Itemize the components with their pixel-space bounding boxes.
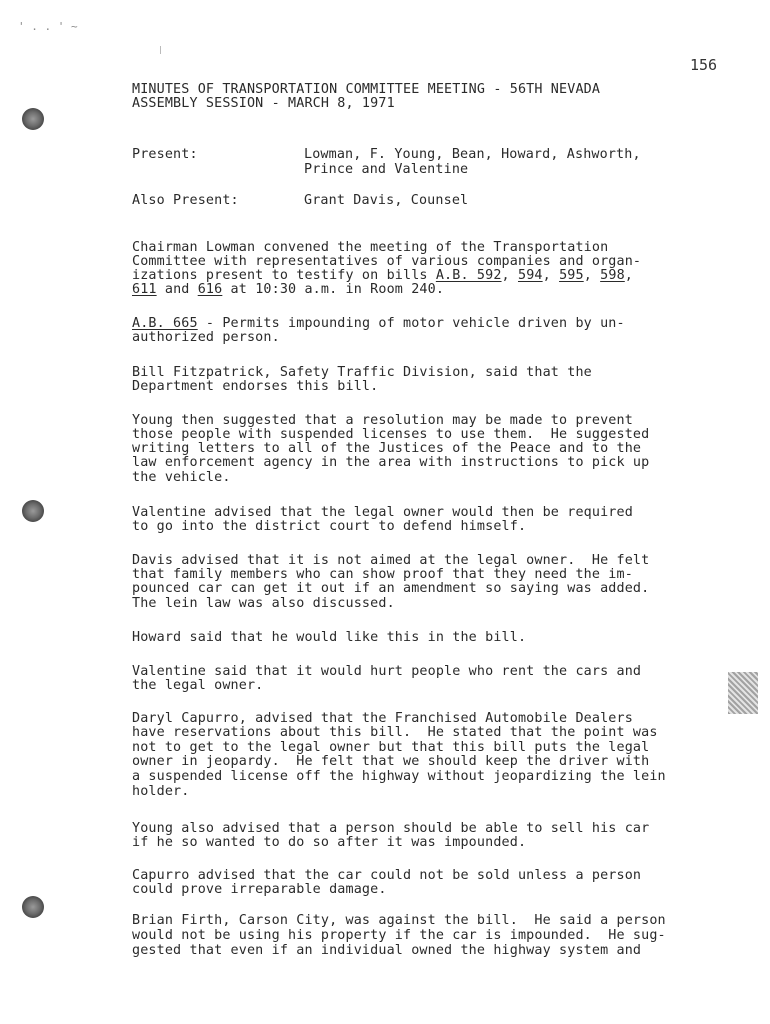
paragraph-line: would not be using his property if the car is impounded. He sug- xyxy=(132,928,666,943)
paragraph-line: authorized person. xyxy=(132,330,280,345)
paragraph-line: Valentine said that it would hurt people who rent the cars and xyxy=(132,664,642,679)
paragraph-line: pounced car can get it out if an amendment so saying was added. xyxy=(132,581,650,596)
paragraph-line: could prove irreparable damage. xyxy=(132,882,387,897)
paragraph-line: Brian Firth, Carson City, was against the bill. He said a person xyxy=(132,913,666,928)
text-span: izations present to testify on bills xyxy=(132,268,436,283)
bill-ref: 598 xyxy=(600,268,625,283)
paragraph-line: owner in jeopardy. He felt that we should keep the driver with xyxy=(132,754,650,769)
paragraph-line: have reservations about this bill. He stated that the point was xyxy=(132,725,658,740)
paragraph-line: writing letters to all of the Justices of the Peace and to the xyxy=(132,441,642,456)
paragraph-line: to go into the district court to defend himself. xyxy=(132,519,527,534)
also-present-label: Also Present: xyxy=(132,193,239,208)
paragraph-line xyxy=(132,317,625,331)
text-span: , xyxy=(624,268,633,283)
paragraph-line: the legal owner. xyxy=(132,678,264,693)
bill-ref: 595 xyxy=(559,268,584,283)
text-span: at 10:30 a.m. in Room 240. xyxy=(222,282,445,297)
scan-mark xyxy=(160,46,161,54)
paragraph-line xyxy=(132,283,444,297)
also-present-value: Grant Davis, Counsel xyxy=(304,193,469,208)
paragraph-line: the vehicle. xyxy=(132,470,231,485)
minutes-title-line2: ASSEMBLY SESSION - MARCH 8, 1971 xyxy=(132,96,395,111)
present-list-line2: Prince and Valentine xyxy=(304,162,469,177)
paragraph-line: law enforcement agency in the area with instructions to pick up xyxy=(132,455,650,470)
paragraph-line: Young also advised that a person should be able to sell his car xyxy=(132,821,650,836)
text-span: , xyxy=(542,268,560,283)
corner-mark: ' . . ' ~ xyxy=(18,20,78,33)
punch-hole-middle xyxy=(22,500,44,522)
paragraph-line xyxy=(132,269,633,283)
paragraph-line: Chairman Lowman convened the meeting of the Transportation xyxy=(132,240,609,255)
paragraph-line: a suspended license off the highway without jeopardizing the lein xyxy=(132,769,666,784)
paragraph-line: Daryl Capurro, advised that the Franchised Automobile Dealers xyxy=(132,711,633,726)
scan-smudge xyxy=(728,672,758,714)
bill-ref: 616 xyxy=(197,282,223,297)
paragraph-line: Committee with representatives of various companies and organ- xyxy=(132,254,642,269)
paragraph-line: holder. xyxy=(132,784,190,799)
minutes-title: MINUTES OF TRANSPORTATION COMMITTEE MEETING - 56TH NEVADA xyxy=(132,82,601,97)
paragraph-line: not to get to the legal owner but that this bill puts the legal xyxy=(132,740,650,755)
paragraph-line: Davis advised that it is not aimed at the legal owner. He felt xyxy=(132,553,650,568)
text-span: and xyxy=(156,282,198,297)
present-label: Present: xyxy=(132,147,198,162)
paragraph-line: Capurro advised that the car could not be sold unless a person xyxy=(132,868,642,883)
paragraph-line: Young then suggested that a resolution may be made to prevent xyxy=(132,413,633,428)
paragraph-line: Bill Fitzpatrick, Safety Traffic Division, said that the xyxy=(132,365,592,380)
paragraph-line: The lein law was also discussed. xyxy=(132,596,395,611)
paragraph-line: Department endorses this bill. xyxy=(132,379,379,394)
text-span: , xyxy=(501,268,518,283)
punch-hole-top xyxy=(22,108,44,130)
bill-ref: A.B. 592 xyxy=(435,268,502,283)
bill-ref: 611 xyxy=(132,282,157,297)
text-span: - Permits impounding of motor vehicle driven by un- xyxy=(197,316,625,331)
bill-ref: 594 xyxy=(517,268,543,283)
text-span: , xyxy=(583,268,601,283)
paragraph-line: gested that even if an individual owned the highway system and xyxy=(132,943,642,958)
paragraph-line: if he so wanted to do so after it was impounded. xyxy=(132,835,527,850)
page-number: 156 xyxy=(690,56,718,74)
punch-hole-bottom xyxy=(22,896,44,918)
paragraph-line: those people with suspended licenses to use them. He suggested xyxy=(132,427,650,442)
bill-ref: A.B. 665 xyxy=(132,316,198,331)
paragraph-line: that family members who can show proof that they need the im- xyxy=(132,567,633,582)
paragraph-line: Valentine advised that the legal owner would then be required xyxy=(132,505,633,520)
paragraph-line: Howard said that he would like this in the bill. xyxy=(132,630,527,645)
present-list: Lowman, F. Young, Bean, Howard, Ashworth, xyxy=(304,147,641,162)
